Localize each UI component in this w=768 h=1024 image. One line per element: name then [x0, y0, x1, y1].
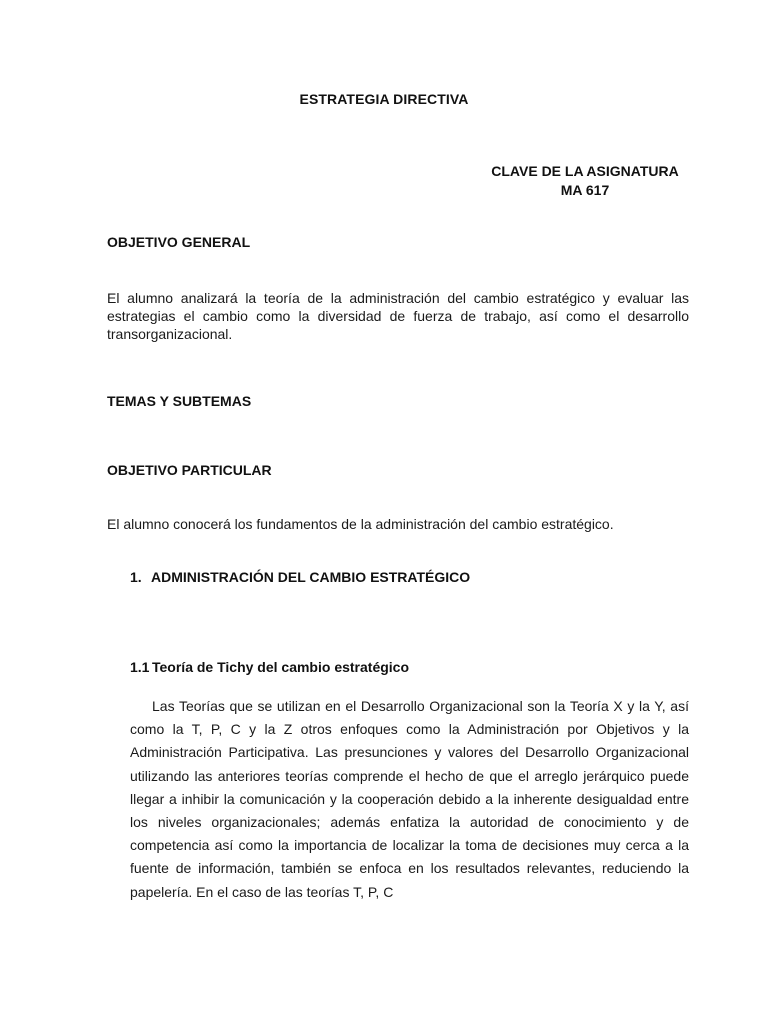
subsection-body-text: Las Teorías que se utilizan en el Desarrollo Organizacional son la Teoría X y la Y, así como la T, P, C y la Z otros enfoques como la Administración por Objetivos y la Administración Participativa. Las presunciones y valores del Desarrollo Organizacional utilizando las anteriores teorías comprende el hecho de que el arreglo jerárquico puede llegar a inhibir la comunicación y la cooperación debido a la inherente desigualdad entre los niveles organizacionales; además enfatiza la autoridad de conocimiento y de competencia así como la importancia de localizar la toma de decisiones muy cerca a la fuente de información, también se enfoca en los resultados relevantes, reduciendo la papelería. En el caso de las teorías T, P, C: [130, 698, 689, 900]
document-title: ESTRATEGIA DIRECTIVA: [299, 91, 469, 107]
topics-heading: TEMAS Y SUBTEMAS: [107, 393, 252, 409]
general-objective-text: El alumno analizará la teoría de la administración del cambio estratégico y evaluar las estrategias el cambio como la diversidad de fuerza de trabajo, así como el desarrollo transorganizacional.: [107, 290, 689, 342]
particular-objective-text: El alumno conocerá los fundamentos de la administración del cambio estratégico.: [107, 516, 614, 532]
course-code-label: CLAVE DE LA ASIGNATURA: [491, 163, 679, 179]
course-code-value: MA 617: [560, 182, 610, 198]
section-title: ADMINISTRACIÓN DEL CAMBIO ESTRATÉGICO: [151, 569, 471, 585]
subsection-title: Teoría de Tichy del cambio estratégico: [152, 659, 410, 675]
subsection-number: 1.1: [130, 659, 150, 675]
general-objective-heading: OBJETIVO GENERAL: [107, 234, 251, 250]
particular-objective-heading: OBJETIVO PARTICULAR: [107, 462, 272, 478]
course-code-block: [470, 162, 700, 200]
subsection-heading: [130, 659, 409, 675]
section-heading: [130, 569, 470, 585]
section-number: 1.: [130, 569, 142, 585]
